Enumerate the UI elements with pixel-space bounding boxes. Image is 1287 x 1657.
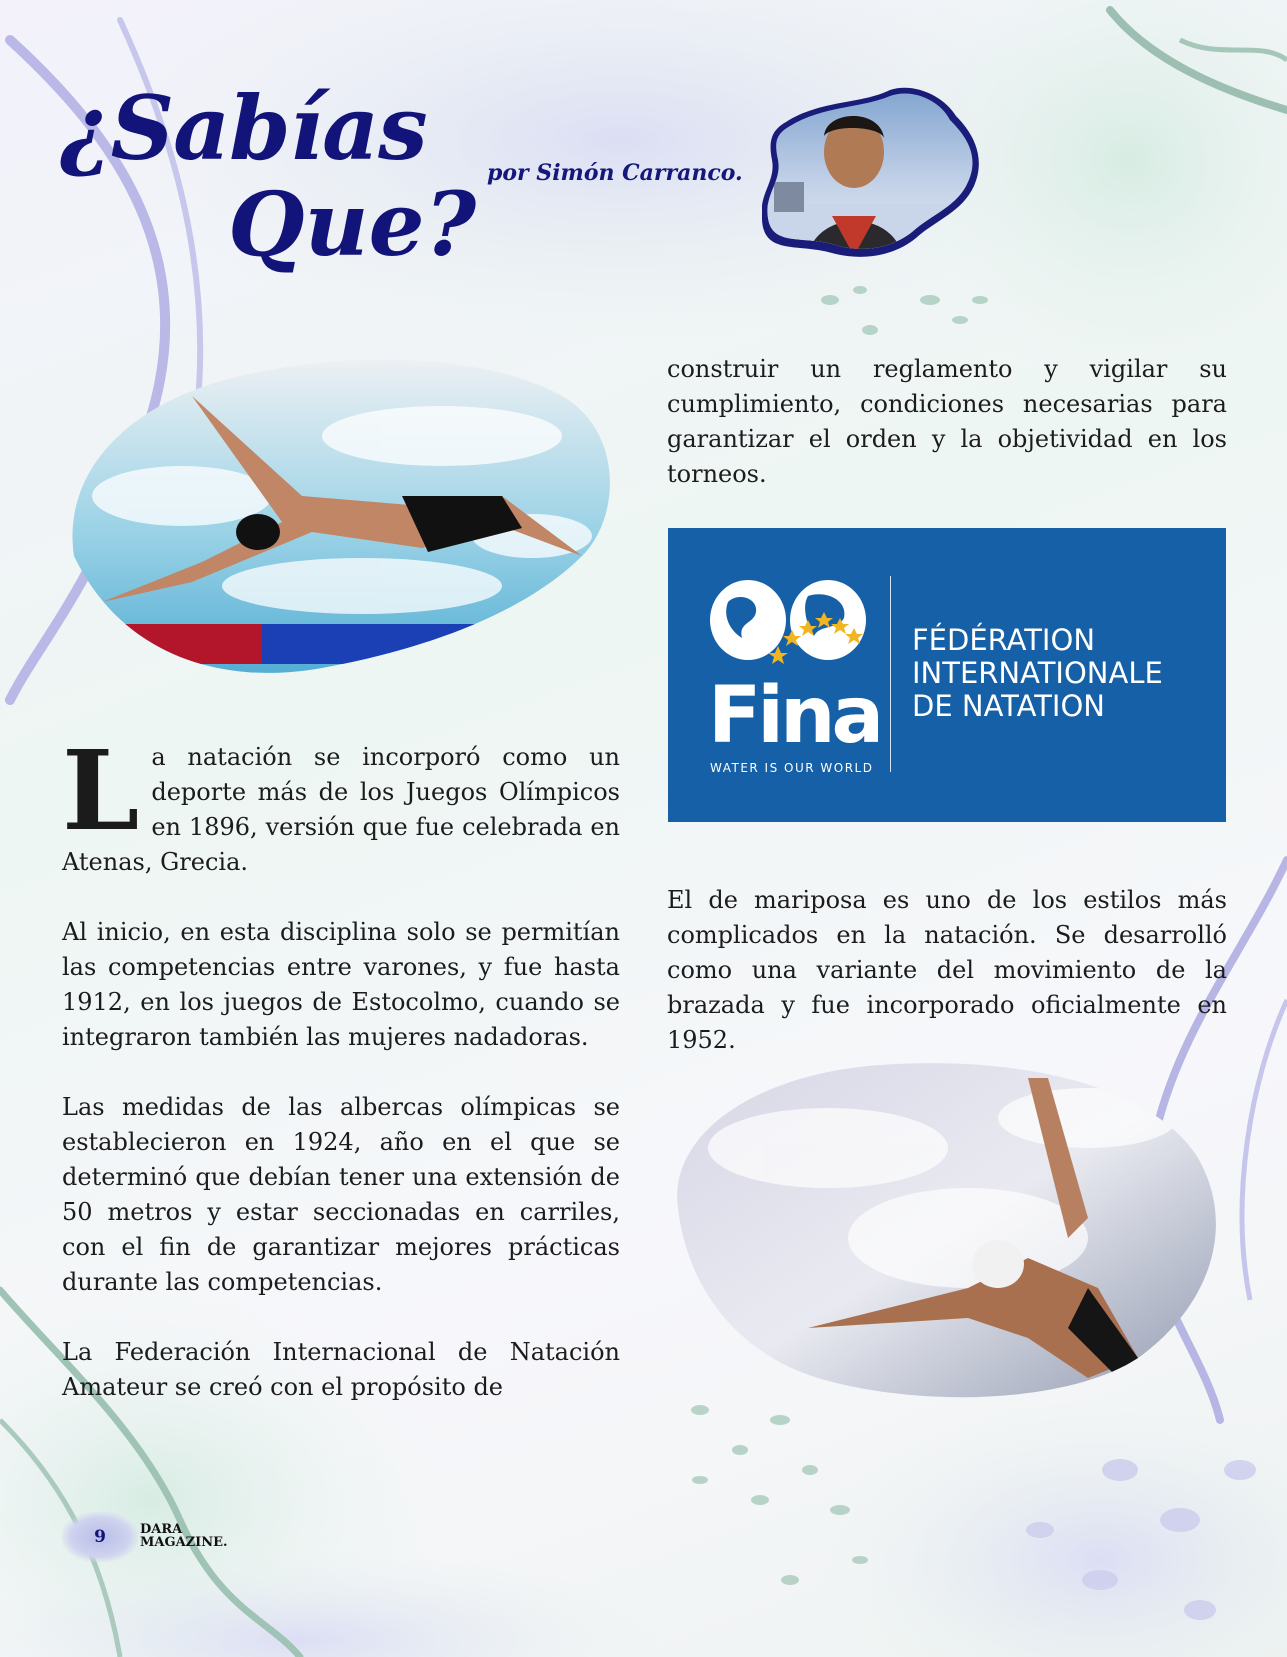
fina-name-line-1: FÉDÉRATION: [912, 623, 1096, 657]
globe-stars-icon: [708, 572, 868, 682]
page-number: 9: [62, 1512, 138, 1562]
fina-logo: [668, 528, 1226, 822]
paragraph-federation-start: La Federación Internacional de Natación Amateur se creó con el propósito de: [62, 1338, 620, 1401]
swimmer-freestyle-photo: [62, 356, 622, 706]
page-title: [60, 76, 480, 276]
fina-wordmark: Fina: [708, 671, 881, 761]
magazine-logo-line-1: DARA: [140, 1522, 183, 1537]
swimmer-butterfly-photo: [668, 1058, 1228, 1408]
article-left-column: [62, 726, 620, 1440]
author-photo: [762, 86, 982, 266]
page-footer: [62, 1512, 262, 1562]
author-byline: por Simón Carranco.: [487, 160, 743, 186]
drop-cap: L: [62, 726, 140, 855]
paragraph-federation-end: construir un reglamento y vigilar su cumplimiento, condiciones necesarias para garantizar el orden y la objetividad en los torneos.: [667, 355, 1227, 488]
paragraph-intro: [62, 726, 620, 880]
fina-tagline: WATER IS OUR WORLD: [710, 761, 874, 775]
paragraph-pool-measures: Las medidas de las albercas olímpicas se establecieron en 1924, año en el que se determinó que debían tener una extensión de 50 metros y estar seccionadas en carriles, con el fin de garantizar mejores prácticas durante las competencias.: [62, 1093, 620, 1296]
fina-name-line-3: DE NATATION: [912, 689, 1105, 723]
paragraph-intro-text: a natación se incorporó como un deporte más de los Juegos Olímpicos en 1896, versión que fue celebrada en Atenas, Grecia.: [62, 743, 620, 876]
paragraph-women: Al inicio, en esta disciplina solo se permitían las competencias entre varones, y fue hasta 1912, en los juegos de Estocolmo, cuando se integraron también las mujeres nadadoras.: [62, 918, 620, 1051]
article-right-column-top: [667, 352, 1227, 527]
fina-name-line-2: INTERNATIONALE: [912, 656, 1163, 690]
title-line-2: Que?: [228, 172, 477, 276]
paragraph-butterfly: El de mariposa es uno de los estilos más complicados en la natación. Se desarrolló como una variante del movimiento de la brazada y fue incorporado oficialmente en 1952.: [667, 886, 1227, 1054]
fina-full-name: [912, 624, 1163, 723]
title-line-1: ¿Sabías: [60, 76, 427, 180]
fina-divider: [890, 576, 891, 772]
magazine-logo-line-2: MAGAZINE.: [140, 1535, 228, 1550]
magazine-logo: [140, 1523, 228, 1549]
